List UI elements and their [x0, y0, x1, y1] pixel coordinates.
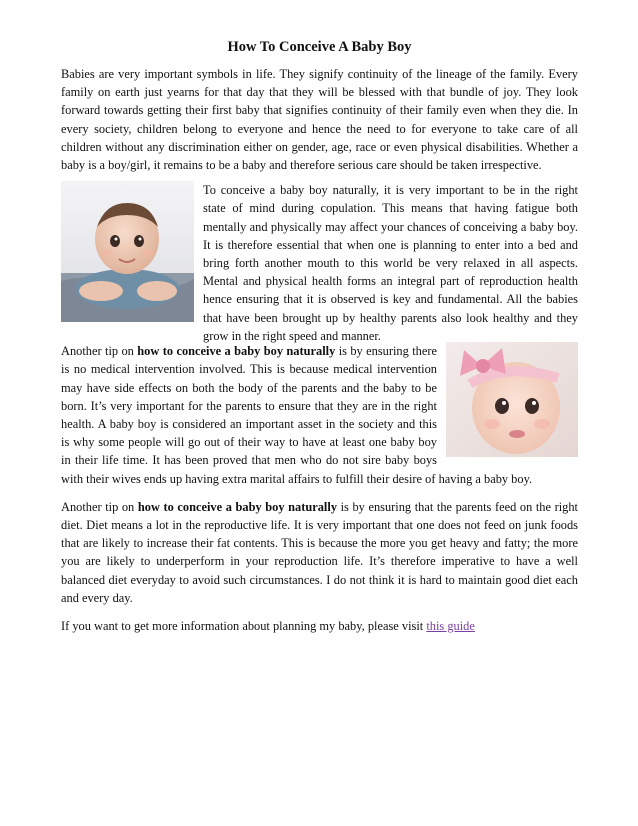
- second-paragraph: To conceive a baby boy naturally, it is very important to be in the right state of mind during copulation. This means that having fatigue both mentally and physically may affect your chances of conceiving a baby boy. It is therefore essential that when one is planning to enter into a bed and bring forth another mouth to this world be very relaxed in all aspects. Mental and physical health forms an integral part of reproduction health hence ensuring that it is observed is key and fundamental. All the babies that have been brought up by healthy parents also look healthy and they grow in the right speed and manner.: [203, 183, 578, 343]
- baby-girl-photo: [446, 342, 578, 457]
- fourth-paragraph-body: is by ensuring that the parents feed on the right diet. Diet means a lot in the reproductive life. It is very important that one does not feed on junk foods that are likely to increase their fat contents. This is because the more you get heavy and fatty; the more you are likely to underperform in your reproduction life. It’s therefore imperative to have a well balanced diet everyday to avoid such circumstances. I do not think it is hard to maintain good diet each and every day.: [61, 499, 578, 605]
- baby-boy-photo: [61, 181, 194, 322]
- third-paragraph-prefix: Another tip on: [61, 344, 138, 359]
- medical-intervention-section: [61, 342, 578, 488]
- closing-paragraph: [61, 617, 578, 635]
- fourth-paragraph: [61, 498, 578, 607]
- page-title: How To Conceive A Baby Boy: [227, 39, 412, 55]
- baby-boy-section: [61, 181, 578, 343]
- third-paragraph-body: is by ensuring there is no medical intervention involved. This is because medical intervention may have side effects on both the body of the parents and the baby to be born. It’s very important for the parents to ensure that they are in the right health. A baby boy is considered an important asset in the society and this is why some people will go out of their way to have at least one baby boy in their life time. It has been proved that men who do not sire baby boys with their wives ends up having extra marital affairs to fulfill their desire of having a baby boy.: [61, 344, 533, 486]
- fourth-paragraph-prefix: Another tip on: [61, 499, 138, 514]
- document-page: [61, 38, 578, 635]
- this-guide-link[interactable]: this guide: [426, 619, 475, 634]
- fourth-paragraph-keyword: how to conceive a baby boy naturally: [137, 499, 338, 514]
- third-paragraph-keyword: how to conceive a baby boy naturally: [137, 344, 336, 359]
- closing-paragraph-text: If you want to get more information about planning my baby, please visit: [61, 619, 427, 634]
- intro-paragraph: Babies are very important symbols in life. They signify continuity of the lineage of the family. Every family on earth just yearns for that day that they will be blessed with that bundle of joy. They look forward towards getting their first baby that signifies continuity of their family even when they die. In every society, children belong to everyone and hence the need to for everyone to take care of all children without any discrimination either on gender, age, race or even physical disabilities. Whether a baby is a boy/girl, it remains to be a baby and therefore serious care should be taken irrespective.: [61, 67, 578, 173]
